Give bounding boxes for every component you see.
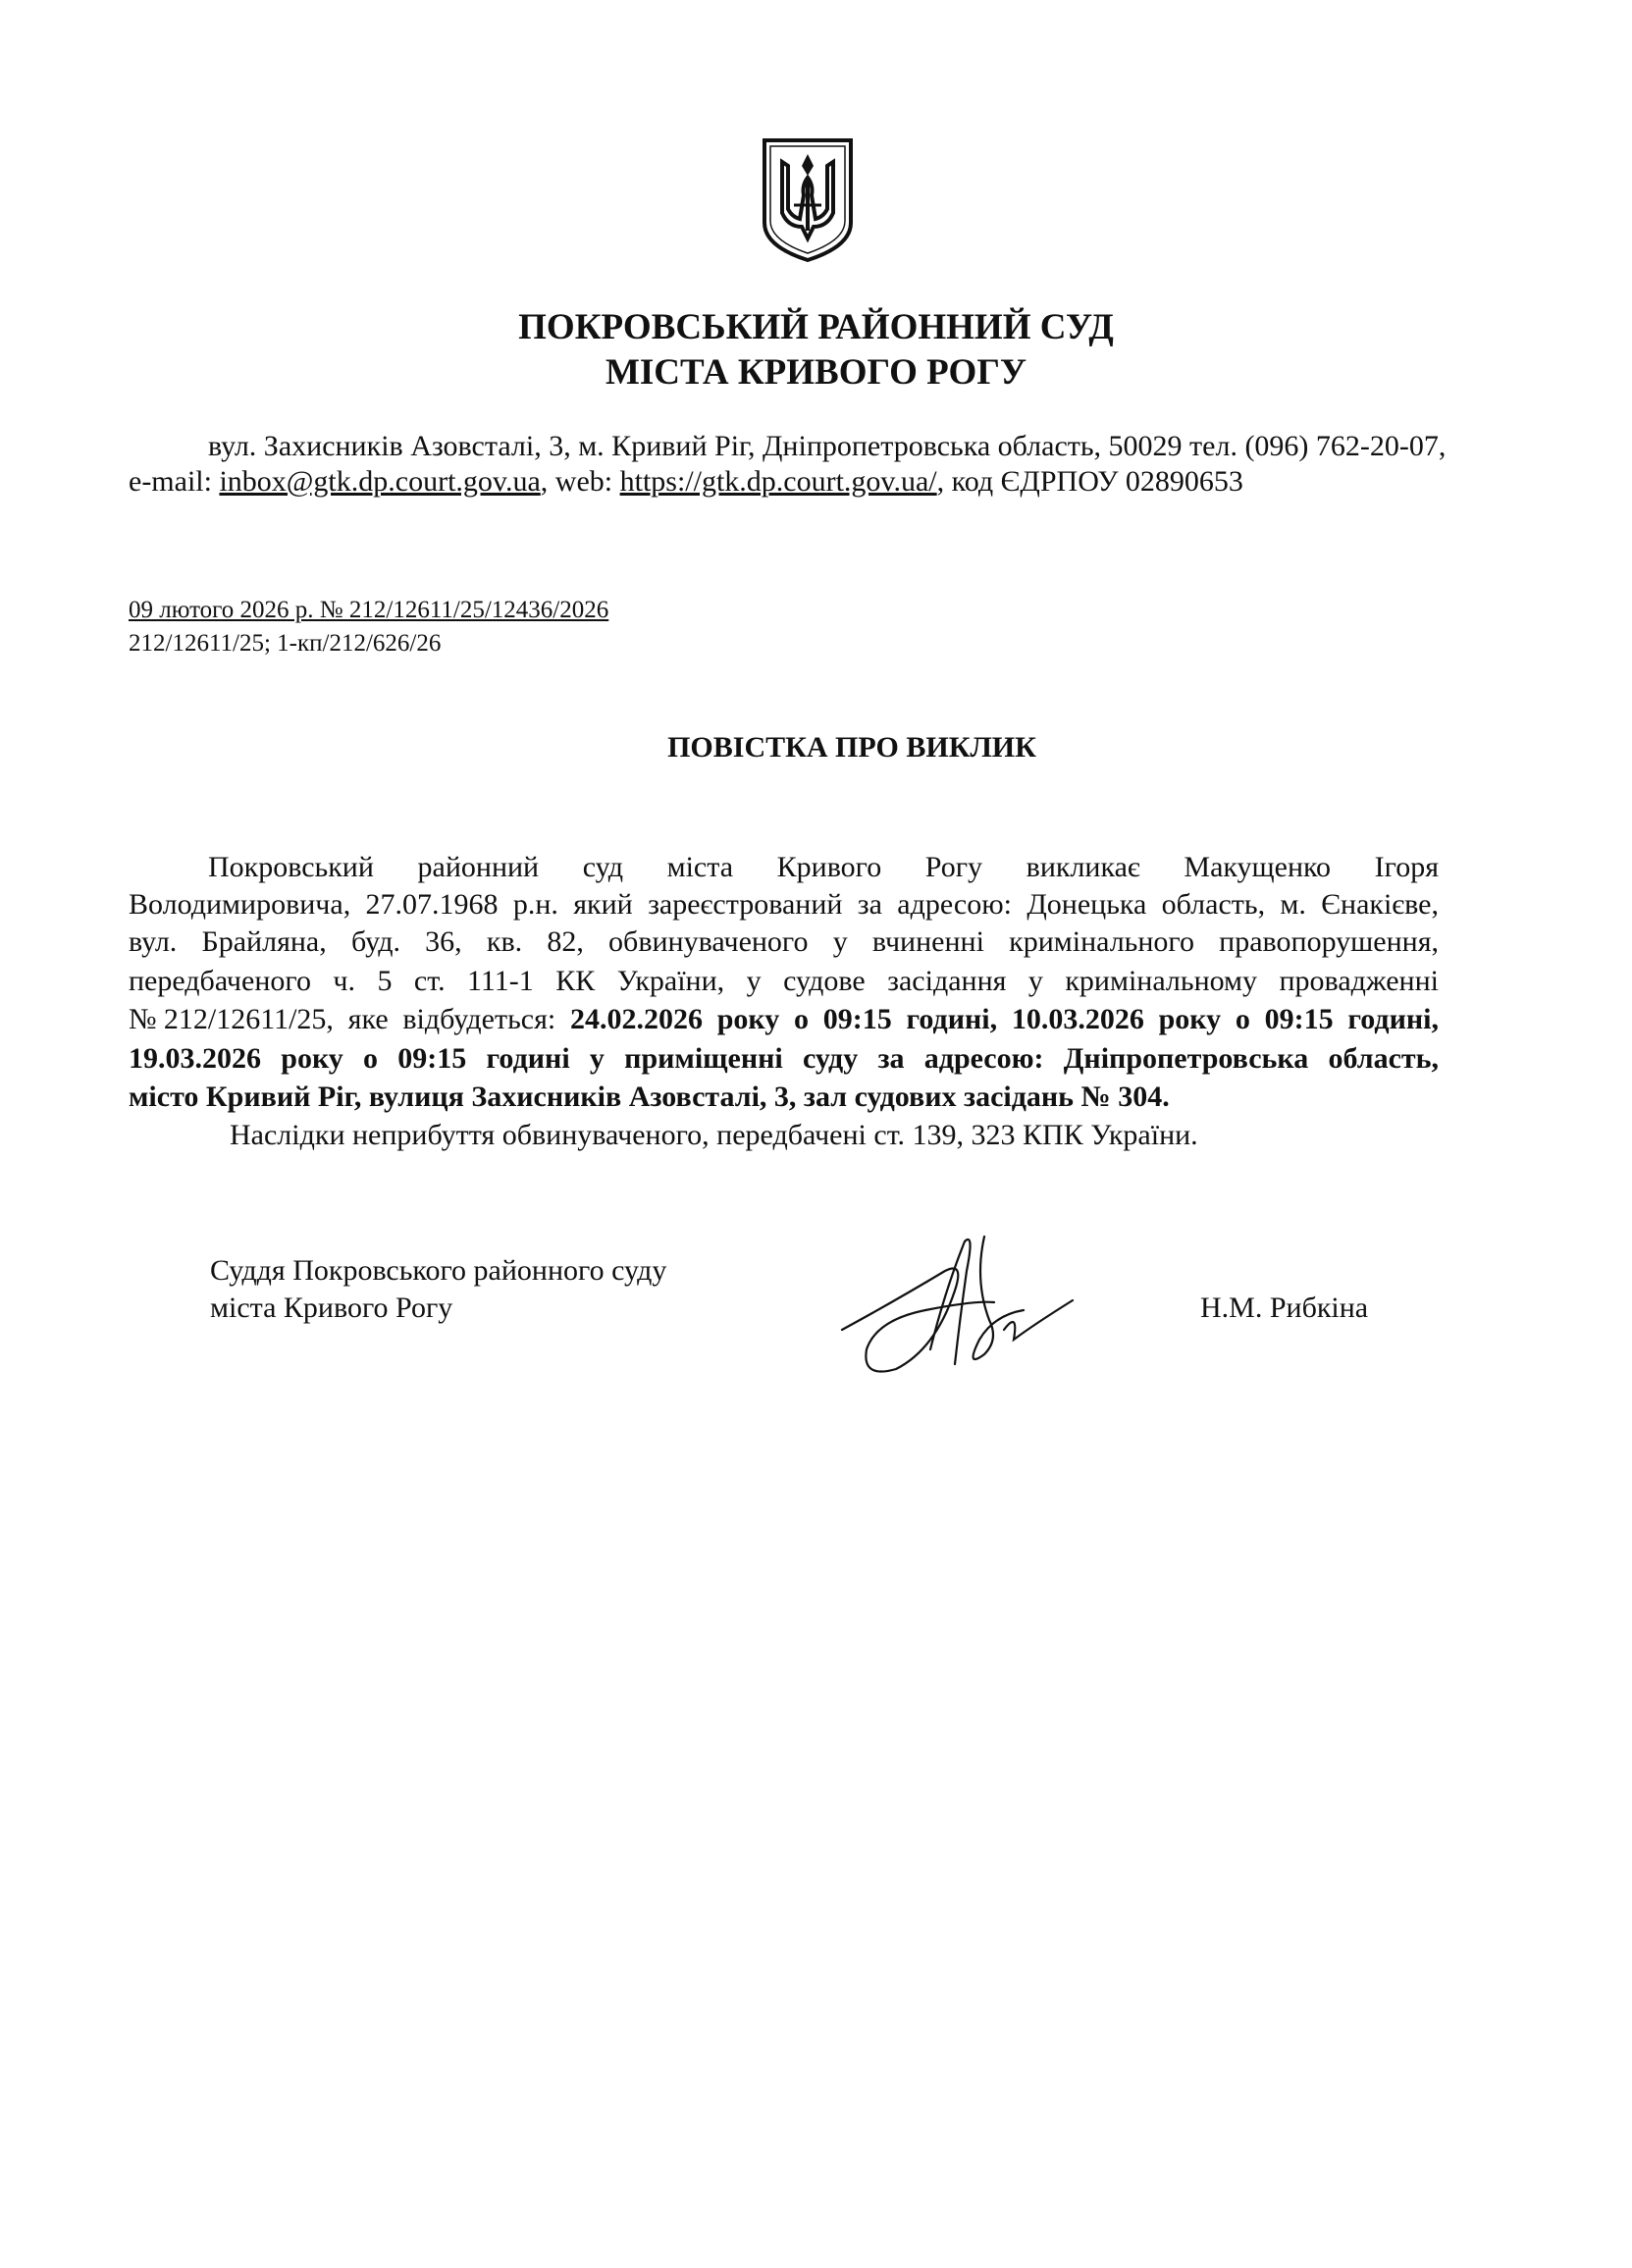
hearing-location: місто Кривий Ріг, вулиця Захисників Азовсталі, 3, зал судових засідань № 304.: [129, 1081, 1170, 1113]
body-line: вул. Брайляна, буд. 36, кв. 82, обвинуваченого у вчиненні кримінального правопорушення,: [129, 925, 1439, 958]
court-name-line2: МІСТА КРИВОГО РОГУ: [605, 352, 1027, 393]
hearing-dates: 24.02.2026 року о 09:15 годині, 10.03.2026 року о 09:15 годині,: [569, 1003, 1439, 1035]
body-line: [129, 1040, 1439, 1078]
web-label: , web:: [540, 465, 620, 498]
court-name-line1: ПОКРОВСЬКИЙ РАЙОННИЙ СУД: [518, 307, 1114, 347]
handwritten-signature: [837, 1232, 1078, 1384]
judge-position-line1: Суддя Покровського районного суду: [210, 1254, 667, 1287]
case-numbers: 212/12611/25; 1-кп/212/626/26: [129, 630, 442, 657]
edrpou-code: , код ЄДРПОУ 02890653: [936, 465, 1243, 498]
body-line: Покровський районний суд міста Кривого Рогу викликає Макущенко Ігоря: [208, 851, 1439, 883]
document-title: ПОВІСТКА ПРО ВИКЛИК: [667, 731, 1036, 764]
court-contacts: [129, 465, 1243, 499]
email-label: e-mail:: [129, 465, 220, 498]
web-link[interactable]: https://gtk.dp.court.gov.ua/: [619, 465, 937, 498]
court-address: вул. Захисників Азовсталі, 3, м. Кривий Ріг, Дніпропетровська область, 50029 тел. (096) 762-20-07,: [208, 430, 1447, 462]
body-line: Володимировича, 27.07.1968 р.н. який зареєстрований за адресою: Донецька область, м. Єнакієве,: [129, 888, 1439, 921]
email-link[interactable]: inbox@gtk.dp.court.gov.ua: [219, 465, 541, 498]
judge-position-line2: міста Кривого Рогу: [210, 1292, 453, 1324]
body-line: [129, 1001, 1439, 1038]
body-line: Наслідки неприбуття обвинуваченого, передбачені ст. 139, 323 КПК України.: [230, 1119, 1198, 1151]
case-number-text: №212/12611/25, яке відбудеться:: [129, 1003, 570, 1035]
hearing-dates-cont: 19.03.2026 року о 09:15 годині у приміщенні суду за адресою: Дніпропетровська область,: [129, 1042, 1439, 1075]
coat-of-arms-emblem: [759, 136, 857, 264]
outgoing-reference: 09 лютого 2026 р. № 212/12611/25/12436/2026: [129, 597, 609, 623]
body-line: [129, 1079, 1439, 1116]
body-line: передбаченого ч. 5 ст. 111-1 КК України, у судове засідання у кримінальному провадженні: [129, 965, 1439, 997]
judge-name: Н.М. Рибкіна: [1200, 1292, 1369, 1324]
